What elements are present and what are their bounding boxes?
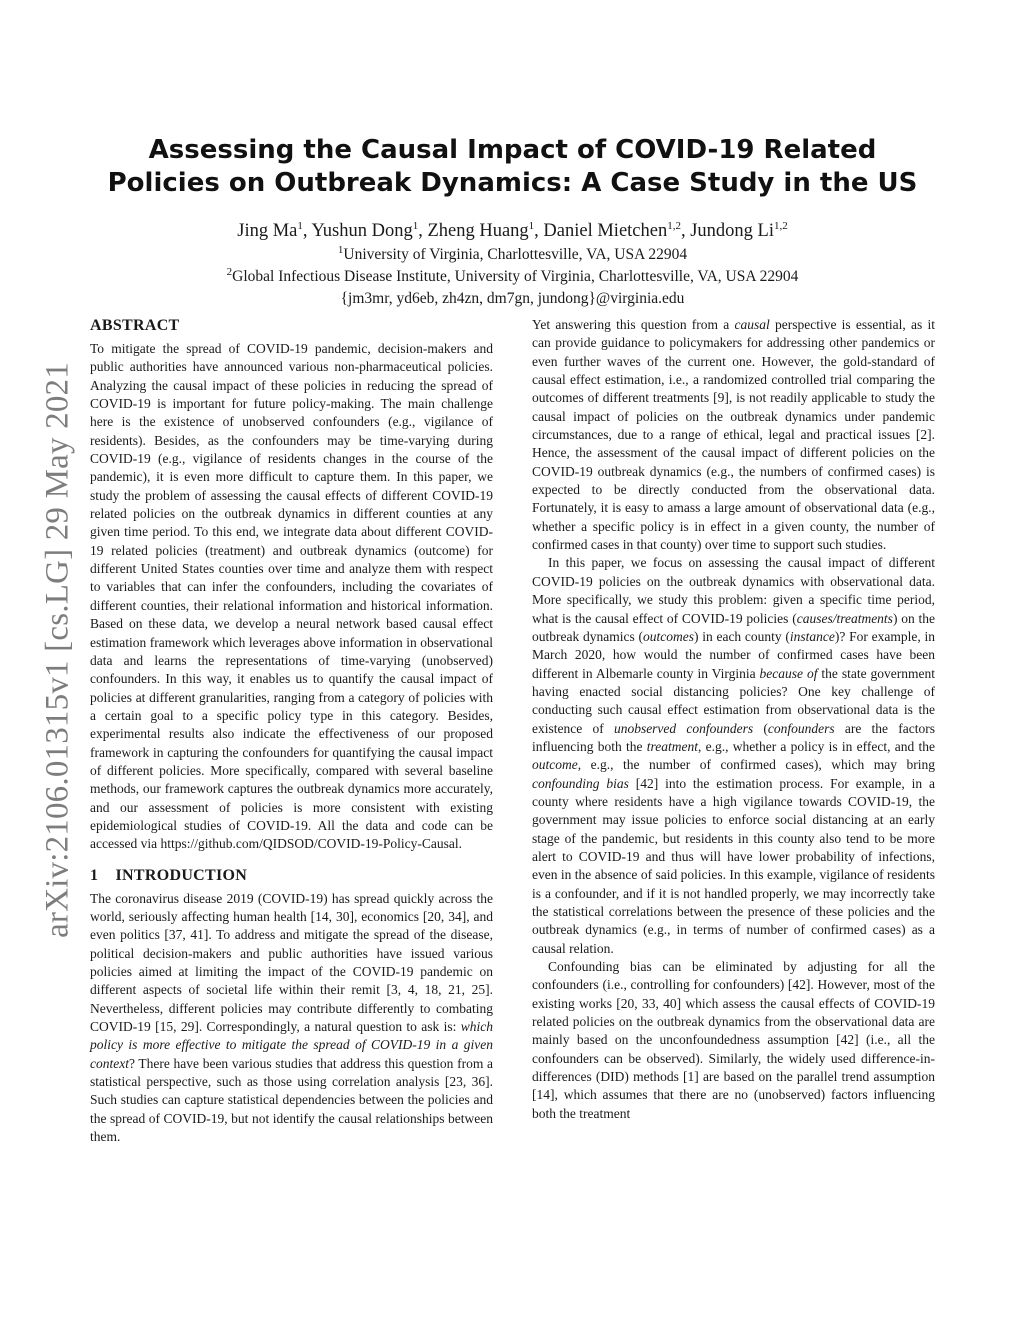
emphasis: outcome	[532, 757, 578, 773]
text-run: [42] into the estimation process. For example, in a county where residents have a high vigilance towards COVID-19, the government may issue policies to enforce social distancing at an early stage of the pandemic, but residents in this county also tend to be more alert to COVID-19 and thus will have lower probability of infections, even in the absence of said policies. In this example, vigilance of residents is a confounder, and if it is not handled properly, we may incorrectly take the statistical correlations between the presence of these policies and the outbreak dynamics (e.g., in terms of number of confirmed cases) as a causal relation.	[532, 775, 936, 956]
text-run: ) on the outbreak dynamics (	[532, 610, 935, 644]
intro-paragraph-4: Confounding bias can be eliminated by adjusting for all the confounders (i.e., controlling for confounders) [42]. However, most of the existing works [20, 33, 40] which assess the causal effects of COVID-19 related policies on the outbreak dynamics from the observational data are mainly based on the unconfoundedness assumption [42] (i.e., all the confounders can be observed). Similarly, the widely used difference-in-differences (DID) methods [1] are based on the parallel trend assumption [14], which assumes that there are no (unobserved) factors influencing both the treatment	[532, 959, 935, 1121]
intro-paragraph-3	[532, 554, 935, 958]
affiliation-text: Global Infectious Disease Institute, University of Virginia, Charlottesville, VA, USA 22904	[232, 268, 799, 285]
text-run: ? There have been various studies that address this question from a statistical perspective, such as those using correlation analysis [23, 36]. Such studies can capture statistical dependencies between the policies and the spread of COVID-19, but not identify the causal relationships between them.	[90, 1055, 493, 1145]
emphasis: causes/treatments	[796, 610, 893, 626]
right-column	[532, 316, 935, 1123]
text-run: )? For example, in March 2020, how would the number of confirmed cases have been different in Albemarle county in Virginia	[532, 628, 936, 681]
abstract-heading: ABSTRACT	[90, 317, 180, 334]
author-name: Jundong Li	[690, 221, 774, 241]
author-affiliation-mark: 1,2	[667, 219, 681, 232]
emphasis: unobserved confounders	[613, 720, 754, 736]
text-run: Yet answering this question from a	[532, 317, 735, 332]
intro-paragraph-2	[532, 316, 935, 554]
emphasis: outcomes	[642, 628, 694, 644]
section-title: INTRODUCTION	[115, 866, 248, 884]
text-run: The coronavirus disease 2019 (COVID-19) has spread quickly across the world, seriously affecting human health [14, 30], economics [20, 34], and even politics [37, 41]. To address and mitigate the spread of the disease, political decision-makers and public authorities have issued various policies aimed at limiting the impact of the COVID-19 pandemic on different aspects of societal life within their remit [3, 4, 18, 21, 25]. Nevertheless, different policies may contribute differently to combating COVID-19 [15, 29]. Correspondingly, a natural question to ask is:	[90, 890, 493, 1035]
emphasis: which policy is more effective to mitigate the spread of COVID-19 in a given context	[90, 1019, 493, 1071]
text-run: perspective is essential, as it can provide guidance to policymakers for addressing other pandemics or even further waves of the current one. However, the gold-standard of causal effect estimation, i.e., a randomized controlled trial comparing the outcomes of different treatments [9], is not readily applicable to study the causal impact of policies on the outbreak dynamics under pandemic circumstances, due to a range of ethical, legal and practical issues [2]. Hence, the assessment of the causal impact of different policies on the COVID-19 outbreak dynamics (e.g., the numbers of confirmed cases) is expected to be directly conducted from the observational data. Fortunately, it is easy to amass a large amount of observational data (e.g., whether a specific policy is in effect in a given county, the number of confirmed cases in that county) over time to support such studies.	[532, 317, 935, 553]
text-run: In this paper, we focus on assessing the causal impact of different COVID-19 policies on the outbreak dynamics with observational data. More specifically, we study this problem: given a specific time period, what is the causal effect of COVID-19 policies (	[532, 555, 935, 626]
paper-title: Assessing the Causal Impact of COVID-19 Related Policies on Outbreak Dynamics: A Case Study in the US	[107, 135, 918, 198]
text-run: (	[753, 720, 768, 736]
emphasis: confounding bias	[532, 775, 629, 791]
author-block	[90, 218, 935, 310]
author-name: Jing Ma	[237, 221, 298, 241]
author-affiliation-mark: 1	[412, 219, 419, 232]
author-affiliation-mark: 1,2	[774, 219, 788, 232]
author-list: Jing Ma$^1$, Yushun Dong$^1$, Zheng Huang$^1$, Daniel Mietchen$^{1,2}$, Jundong Li$^{1,2}$	[237, 219, 788, 241]
affiliation-mark: 2	[226, 265, 233, 278]
section-number: 1	[90, 866, 99, 884]
author-affiliation-mark: 1	[297, 219, 303, 232]
emphasis: instance	[789, 628, 835, 644]
text-run: the state government having enacted social distancing policies? One key challenge of conducting such causal effect estimation from observational data is the existence of	[532, 665, 935, 736]
text-run: are the factors influencing both the	[532, 720, 936, 754]
section-heading-introduction	[90, 866, 493, 886]
abstract-text: To mitigate the spread of COVID-19 pandemic, decision-makers and public authorities have announced various non-pharmaceutical policies. Analyzing the causal impact of these policies in reducing the spread of COVID-19 is important for future policy-making. The main challenge here is the existence of unobserved confounders (e.g., vigilance of residents). Besides, as the confounders may be time-varying during COVID-19 (e.g., vigilance of residents changes in the course of the pandemic), it is even more difficult to capture them. In this paper, we study the problem of assessing the causal effects of different COVID-19 related policies on the outbreak dynamics in different counties at any given time period. To this end, we integrate data about different COVID-19 related policies (treatment) and outbreak dynamics (outcome) for different United States counties over time and analyze them with respect to variables that can infer the confounders, including the covariates of different counties, their relational information and historical information. Based on these data, we develop a neural network based causal effect estimation framework which leverages above information in observational data and learns the representations of time-varying (unobserved) confounders. In this way, it enables us to quantify the causal impact of policies at different granularities, ranging from a category of policies with a certain goal to a specific policy type in this category. Besides, experimental results also indicate the effectiveness of our proposed framework in capturing the confounders for quantifying the causal impact of different policies. More specifically, compared with several baseline methods, our framework captures the outbreak dynamics more accurately, and our assessment of policies is more consistent with existing epidemiological studies of COVID-19. All the data and code can be accessed via https://github.com/QIDSOD/COVID-19-Policy-Causal.	[90, 341, 493, 852]
arxiv-identifier: arXiv:2106.01315v1 [cs.LG] 29 May 2021	[39, 362, 76, 938]
affiliation-mark: 1	[337, 243, 344, 256]
emphasis: because of	[759, 665, 818, 681]
author-name: Yushun Dong	[311, 221, 413, 241]
author-emails: {jm3mr, yd6eb, zh4zn, dm7gn, jundong}@virginia.edu	[340, 290, 685, 307]
emphasis: treatment	[646, 738, 698, 754]
text-run: , e.g., the number of confirmed cases), which may bring	[577, 757, 935, 773]
text-run: ) in each county (	[693, 628, 790, 644]
affiliation-text: University of Virginia, Charlottesville, VA, USA 22904	[343, 246, 688, 263]
intro-paragraph-1	[90, 890, 493, 1147]
emphasis: causal	[734, 317, 770, 332]
author-name: Zheng Huang	[427, 221, 529, 241]
author-affiliation-mark: 1	[528, 219, 535, 232]
affiliation-2	[90, 266, 935, 288]
left-column	[90, 316, 493, 1146]
author-name: Daniel Mietchen	[543, 221, 668, 241]
affiliation-1	[90, 244, 935, 266]
text-run: , e.g., whether a policy is in effect, and the	[697, 738, 935, 754]
emphasis: confounders	[767, 720, 835, 736]
